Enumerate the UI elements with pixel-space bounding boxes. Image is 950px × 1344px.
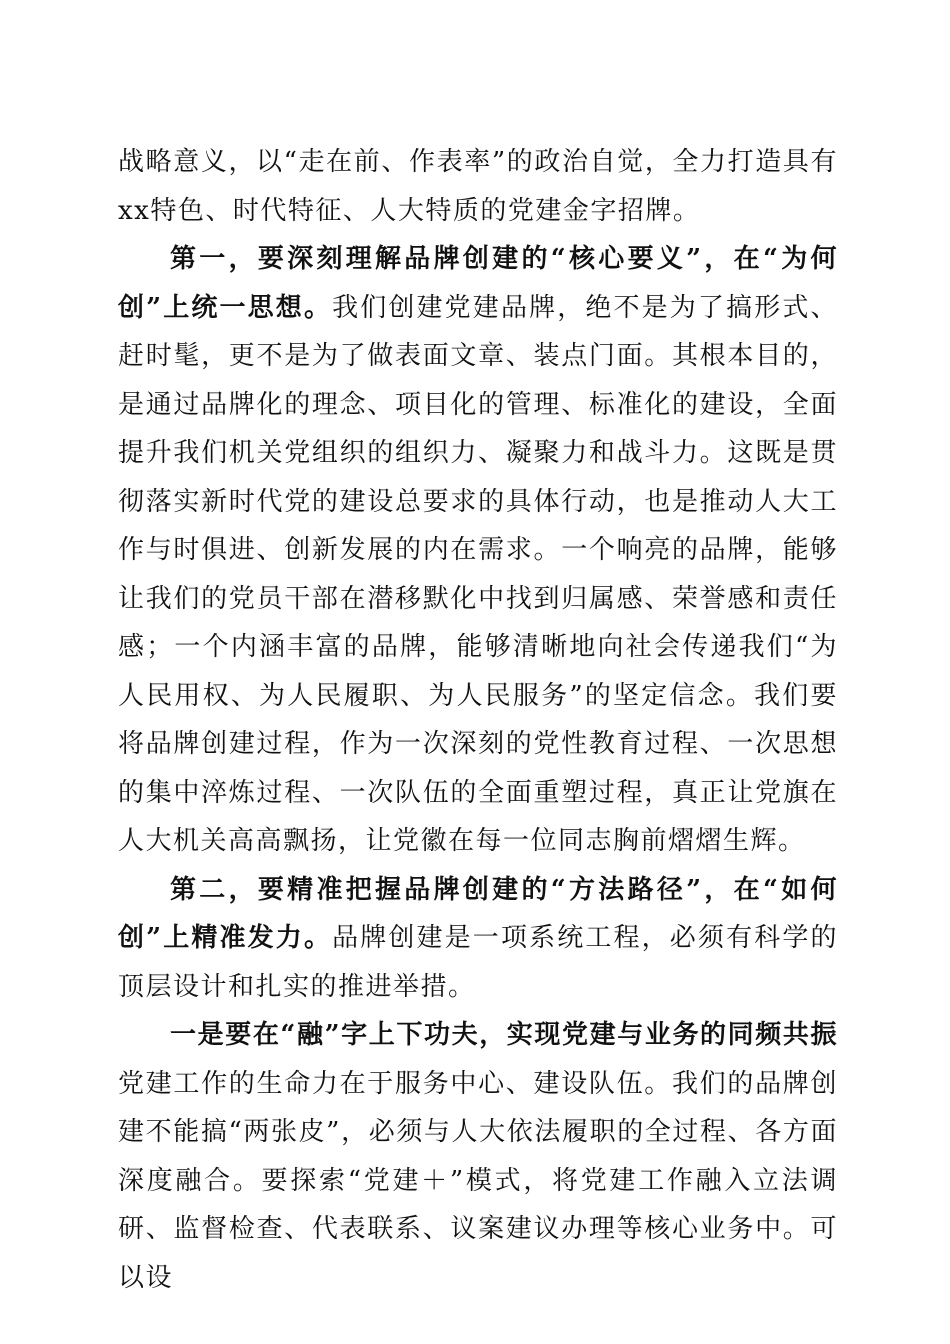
paragraph-1 <box>118 138 838 235</box>
paragraph-2 <box>118 235 838 866</box>
paragraph-4-heading: 一是要在“融”字上下功夫，实现党建与业务的同频共振 <box>170 1020 838 1050</box>
paragraph-1-text: 战略意义，以“走在前、作表率”的政治自觉，全力打造具有xx特色、时代特征、人大特质的党建金字招牌。 <box>118 147 838 226</box>
document-body <box>118 138 838 1302</box>
paragraph-3-text: 品牌创建是一项系统工程，必须有科学的顶层设计和扎实的推进举措。 <box>118 923 838 1002</box>
paragraph-3-heading: 第二，要精准把握品牌创建的“方法路径”，在“如何创”上精准发力。 <box>118 874 838 953</box>
paragraph-4-text: 党建工作的生命力在于服务中心、建设队伍。我们的品牌创建不能搞“两张皮”，必须与人大依法履职的全过程、各方面深度融合。要探索“党建＋”模式，将党建工作融入立法调研、监督检查、代表联系、议案建议办理等核心业务中。可以设 <box>118 1068 838 1293</box>
paragraph-2-text: 我们创建党建品牌，绝不是为了搞形式、赶时髦，更不是为了做表面文章、装点门面。其根本目的，是通过品牌化的理念、项目化的管理、标准化的建设，全面提升我们机关党组织的组织力、凝聚力和战斗力。这既是贯彻落实新时代党的建设总要求的具体行动，也是推动人大工作与时俱进、创新发展的内在需求。一个响亮的品牌，能够让我们的党员干部在潜移默化中找到归属感、荣誉感和责任感；一个内涵丰富的品牌，能够清晰地向社会传递我们“为人民用权、为人民履职、为人民服务”的坚定信念。我们要将品牌创建过程，作为一次深刻的党性教育过程、一次思想的集中淬炼过程、一次队伍的全面重塑过程，真正让党旗在人大机关高高飘扬，让党徽在每一位同志胸前熠熠生辉。 <box>118 292 838 856</box>
paragraph-2-heading: 第一，要深刻理解品牌创建的“核心要义”，在“为何创”上统一思想。 <box>118 244 838 323</box>
paragraph-4 <box>118 1011 838 1302</box>
paragraph-3 <box>118 866 838 1012</box>
